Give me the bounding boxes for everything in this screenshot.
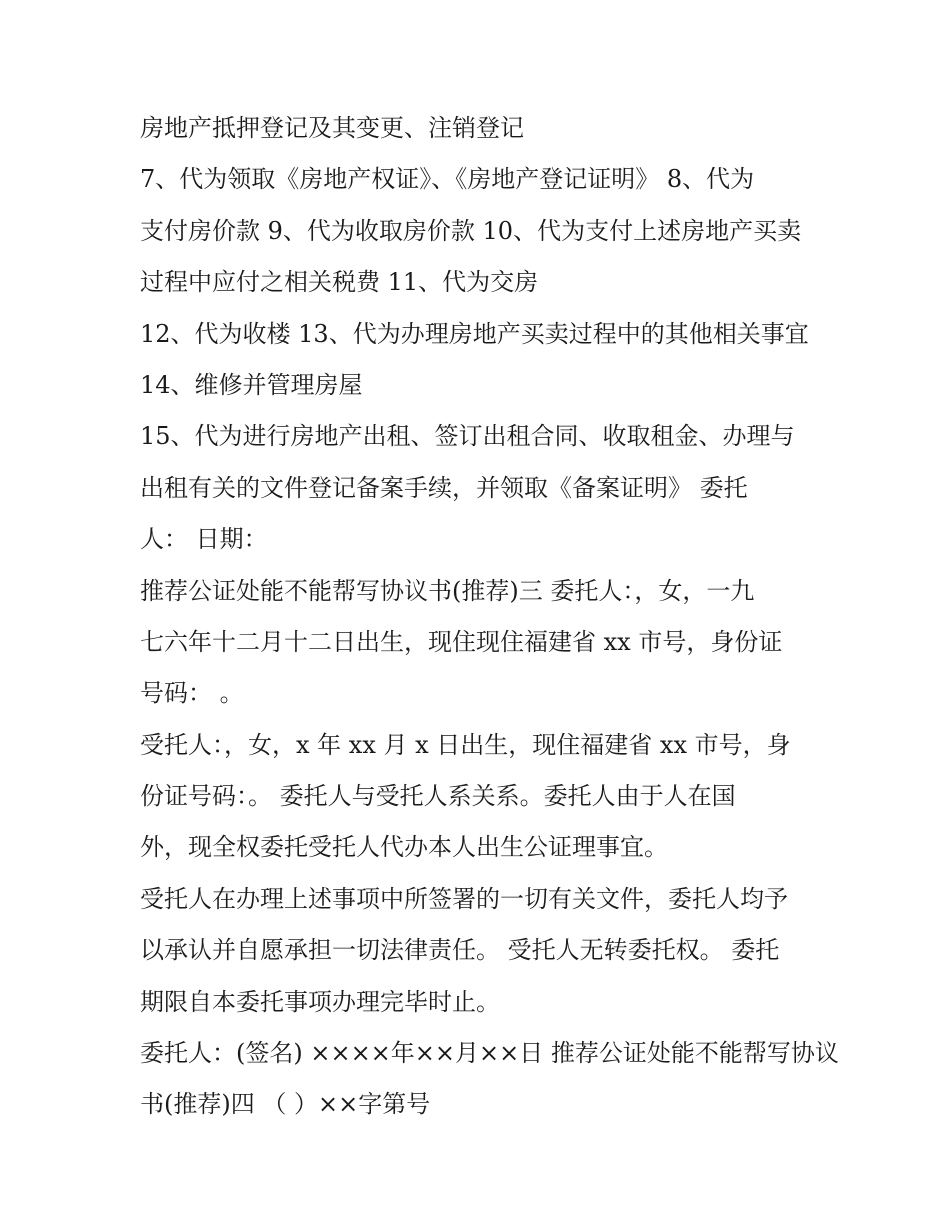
- text-line: 号码： 。: [140, 679, 244, 708]
- text-line: 委托人：(签名) ××××年××月××日 推荐公证处能不能帮写协议: [140, 1039, 839, 1068]
- text-line: 7、代为领取《房地产权证》、《房地产登记证明》 8、代为: [140, 165, 755, 194]
- text-line: 期限自本委托事项办理完毕时止。: [140, 987, 500, 1016]
- text-line: 七六年十二月十二日出生，现住现住福建省 xx 市号，身份证: [140, 627, 783, 656]
- text-line: 份证号码：。 委托人与受托人系关系。委托人由于人在国: [140, 782, 736, 811]
- text-line: 书(推荐)四 （ ）××字第号: [140, 1090, 431, 1119]
- text-line: 受托人在办理上述事项中所签署的一切有关文件，委托人均予: [140, 884, 788, 913]
- text-line: 以承认并自愿承担一切法律责任。 受托人无转委托权。 委托: [140, 936, 780, 965]
- text-line: 人： 日期：: [140, 525, 268, 554]
- text-line: 推荐公证处能不能帮写协议书(推荐)三 委托人：，女，一九: [140, 576, 755, 605]
- text-line: 外，现全权委托受托人代办本人出生公证理事宜。: [140, 833, 668, 862]
- text-line: 15、代为进行房地产出租、签订出租合同、收取租金、办理与: [140, 422, 795, 451]
- text-line: 过程中应付之相关税费 11、代为交房: [140, 268, 539, 297]
- text-line: 支付房价款 9、代为收取房价款 10、代为支付上述房地产买卖: [140, 216, 802, 245]
- document-body: [140, 103, 839, 1131]
- text-line: 房地产抵押登记及其变更、注销登记: [140, 114, 524, 142]
- text-line: 受托人：，女，x 年 xx 月 x 日出生，现住福建省 xx 市号，身: [140, 730, 791, 759]
- text-line: 14、维修并管理房屋: [140, 370, 363, 399]
- text-line: 12、代为收楼 13、代为办理房地产买卖过程中的其他相关事宜: [140, 319, 809, 348]
- text-line: 出租有关的文件登记备案手续，并领取《备案证明》 委托: [140, 473, 748, 502]
